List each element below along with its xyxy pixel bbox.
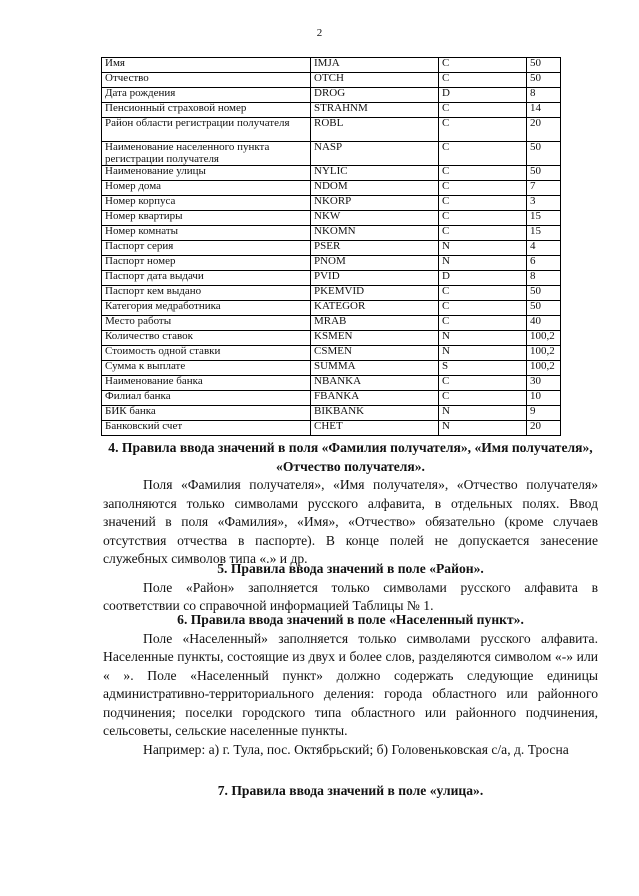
field-code-cell: MRAB	[311, 316, 439, 331]
table-row	[102, 271, 561, 286]
table-row	[102, 142, 561, 166]
field-code-cell: NASP	[311, 142, 439, 166]
field-code-cell: BIKBANK	[311, 406, 439, 421]
field-code-cell: PVID	[311, 271, 439, 286]
field-length-cell: 40	[527, 316, 561, 331]
section-6-heading: 6. Правила ввода значений в поле «Населенный пункт».	[177, 612, 524, 627]
field-name-cell: Номер комнаты	[102, 226, 311, 241]
field-code-cell: KSMEN	[311, 331, 439, 346]
field-type-cell: N	[439, 421, 527, 436]
table-row	[102, 316, 561, 331]
field-name-cell: Филиал банка	[102, 391, 311, 406]
field-length-cell: 50	[527, 166, 561, 181]
field-type-cell: C	[439, 58, 527, 73]
field-length-cell: 10	[527, 391, 561, 406]
field-code-cell: SUMMA	[311, 361, 439, 376]
section-5-heading: 5. Правила ввода значений в поле «Район».	[217, 561, 484, 576]
section-4-heading: 4. Правила ввода значений в поля «Фамилия получателя», «Имя получателя», «Отчество получателя».	[108, 440, 593, 474]
field-length-cell: 7	[527, 181, 561, 196]
table-row	[102, 226, 561, 241]
field-type-cell: C	[439, 301, 527, 316]
field-code-cell: NKW	[311, 211, 439, 226]
field-length-cell: 8	[527, 88, 561, 103]
field-length-cell: 9	[527, 406, 561, 421]
field-code-cell: PSER	[311, 241, 439, 256]
field-code-cell: DROG	[311, 88, 439, 103]
field-type-cell: C	[439, 142, 527, 166]
field-type-cell: S	[439, 361, 527, 376]
field-length-cell: 50	[527, 301, 561, 316]
field-length-cell: 4	[527, 241, 561, 256]
field-type-cell: C	[439, 286, 527, 301]
field-length-cell: 20	[527, 421, 561, 436]
field-type-cell: D	[439, 88, 527, 103]
field-name-cell: Номер квартиры	[102, 211, 311, 226]
field-name-cell: Имя	[102, 58, 311, 73]
section-5	[103, 560, 598, 616]
table-row	[102, 391, 561, 406]
table-row	[102, 73, 561, 88]
field-code-cell: OTCH	[311, 73, 439, 88]
field-name-cell: Паспорт кем выдано	[102, 286, 311, 301]
table-row	[102, 346, 561, 361]
field-name-cell: Количество ставок	[102, 331, 311, 346]
table-row	[102, 241, 561, 256]
field-code-cell: FBANKA	[311, 391, 439, 406]
field-code-cell: KATEGOR	[311, 301, 439, 316]
field-type-cell: C	[439, 103, 527, 118]
field-name-cell: Категория медработника	[102, 301, 311, 316]
field-code-cell: NDOM	[311, 181, 439, 196]
field-type-cell: N	[439, 256, 527, 271]
field-type-cell: N	[439, 406, 527, 421]
field-type-cell: N	[439, 331, 527, 346]
field-code-cell: NBANKA	[311, 376, 439, 391]
table-row	[102, 256, 561, 271]
field-code-cell: PNOM	[311, 256, 439, 271]
field-type-cell: C	[439, 226, 527, 241]
field-code-cell: NKORP	[311, 196, 439, 211]
field-name-cell: Район области регистрации получателя	[102, 118, 311, 142]
field-code-cell: NYLIC	[311, 166, 439, 181]
field-name-cell: Номер дома	[102, 181, 311, 196]
section-4	[103, 439, 598, 569]
field-name-cell: Пенсионный страховой номер	[102, 103, 311, 118]
table-row	[102, 181, 561, 196]
field-name-cell: Банковский счет	[102, 421, 311, 436]
field-code-cell: CHET	[311, 421, 439, 436]
section-6-example: Например: а) г. Тула, пос. Октябрьский; б) Головеньковская с/а, д. Тросна	[143, 741, 569, 757]
page-number: 2	[316, 27, 323, 39]
section-7-heading: 7. Правила ввода значений в поле «улица».	[217, 783, 484, 798]
field-type-cell: N	[439, 346, 527, 361]
field-name-cell: Наименование населенного пункта регистрации получателя	[102, 142, 311, 166]
field-type-cell: C	[439, 118, 527, 142]
field-type-cell: D	[439, 271, 527, 286]
field-name-cell: БИК банка	[102, 406, 311, 421]
field-name-cell: Дата рождения	[102, 88, 311, 103]
field-length-cell: 15	[527, 211, 561, 226]
table-row	[102, 58, 561, 73]
table-row	[102, 301, 561, 316]
field-name-cell: Паспорт серия	[102, 241, 311, 256]
section-7	[103, 782, 598, 801]
field-type-cell: C	[439, 211, 527, 226]
field-length-cell: 50	[527, 142, 561, 166]
field-code-cell: NKOMN	[311, 226, 439, 241]
field-length-cell: 50	[527, 58, 561, 73]
field-type-cell: C	[439, 166, 527, 181]
field-type-cell: N	[439, 241, 527, 256]
section-6-text: Поле «Населенный» заполняется только символами русского алфавита. Населенные пункты, состоящие из двух и более слов, разделяются символом «-» или « ». Поле «Населенный пункт» должно содержать следующие единицы административно-территориального деления: города областного или районного подчинения; поселки городского типа областного или районного подчинения, сельсоветы, сельские населенные пункты.	[103, 630, 598, 738]
field-length-cell: 8	[527, 271, 561, 286]
field-name-cell: Наименование улицы	[102, 166, 311, 181]
table-row	[102, 376, 561, 391]
field-name-cell: Место работы	[102, 316, 311, 331]
field-length-cell: 100,2	[527, 331, 561, 346]
field-code-cell: CSMEN	[311, 346, 439, 361]
table-row	[102, 331, 561, 346]
table-row	[102, 166, 561, 181]
field-type-cell: C	[439, 73, 527, 88]
field-code-cell: STRAHNM	[311, 103, 439, 118]
field-code-cell: PKEMVID	[311, 286, 439, 301]
table-row	[102, 211, 561, 226]
field-name-cell: Сумма к выплате	[102, 361, 311, 376]
field-type-cell: C	[439, 316, 527, 331]
field-name-cell: Отчество	[102, 73, 311, 88]
table-row	[102, 88, 561, 103]
field-type-cell: C	[439, 196, 527, 211]
table-row	[102, 421, 561, 436]
field-length-cell: 6	[527, 256, 561, 271]
section-4-text: Поля «Фамилия получателя», «Имя получателя», «Отчество получателя» заполняются только символами русского алфавита, в отдельных полях. Ввод значений в поля «Фамилия», «Имя», «Отчество» обязательно (кроме случаев отсутствия отчества в паспорте). В конце полей не допускается занесение служебных символов типа «.» и др.	[103, 477, 598, 566]
field-length-cell: 3	[527, 196, 561, 211]
table-row	[102, 118, 561, 142]
field-name-cell: Паспорт номер	[102, 256, 311, 271]
field-name-cell: Стоимость одной ставки	[102, 346, 311, 361]
field-type-cell: C	[439, 391, 527, 406]
field-length-cell: 50	[527, 73, 561, 88]
section-5-text: Поле «Район» заполняется только символами русского алфавита в соответствии со справочной информацией Таблицы № 1.	[103, 579, 598, 613]
field-type-cell: C	[439, 181, 527, 196]
fields-table	[101, 57, 561, 436]
table-row	[102, 103, 561, 118]
field-length-cell: 20	[527, 118, 561, 142]
table-row	[102, 286, 561, 301]
field-length-cell: 14	[527, 103, 561, 118]
field-length-cell: 15	[527, 226, 561, 241]
field-length-cell: 100,2	[527, 361, 561, 376]
field-name-cell: Наименование банка	[102, 376, 311, 391]
field-code-cell: ROBL	[311, 118, 439, 142]
section-6	[103, 611, 598, 759]
field-name-cell: Номер корпуса	[102, 196, 311, 211]
table-row	[102, 406, 561, 421]
field-length-cell: 100,2	[527, 346, 561, 361]
field-type-cell: C	[439, 376, 527, 391]
field-length-cell: 30	[527, 376, 561, 391]
field-name-cell: Паспорт дата выдачи	[102, 271, 311, 286]
field-length-cell: 50	[527, 286, 561, 301]
table-row	[102, 196, 561, 211]
table-row	[102, 361, 561, 376]
field-code-cell: IMJA	[311, 58, 439, 73]
